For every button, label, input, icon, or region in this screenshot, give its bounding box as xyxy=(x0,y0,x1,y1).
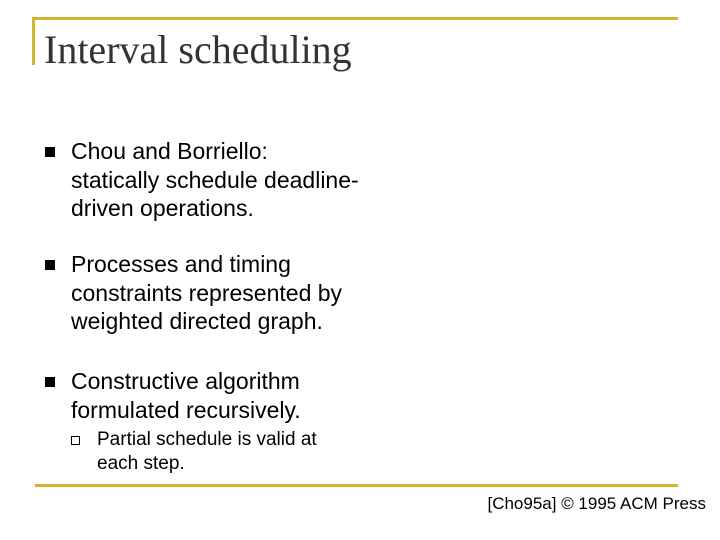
citation: [Cho95a] © 1995 ACM Press xyxy=(487,494,706,513)
footer-rule xyxy=(35,484,678,487)
title-rule-top xyxy=(32,17,678,20)
bullet-text: Constructive algorithm formulated recursively. xyxy=(71,368,301,423)
bullet-text: Processes and timing constraints represented by weighted directed graph. xyxy=(71,251,343,335)
title-rule-left xyxy=(32,17,35,65)
square-bullet-icon xyxy=(45,147,55,157)
bullet-item xyxy=(71,137,361,223)
bullet-text: Chou and Borriello: statically schedule deadline-driven operations. xyxy=(71,138,359,222)
bullet-item xyxy=(71,367,361,424)
square-bullet-icon xyxy=(45,377,55,387)
slide-title: Interval scheduling xyxy=(44,27,352,72)
bullet-item xyxy=(71,250,361,336)
square-bullet-icon xyxy=(45,260,55,270)
sub-bullet-item xyxy=(97,428,357,475)
sub-bullet-text: Partial schedule is valid at each step. xyxy=(97,429,317,474)
hollow-square-bullet-icon xyxy=(71,436,80,445)
